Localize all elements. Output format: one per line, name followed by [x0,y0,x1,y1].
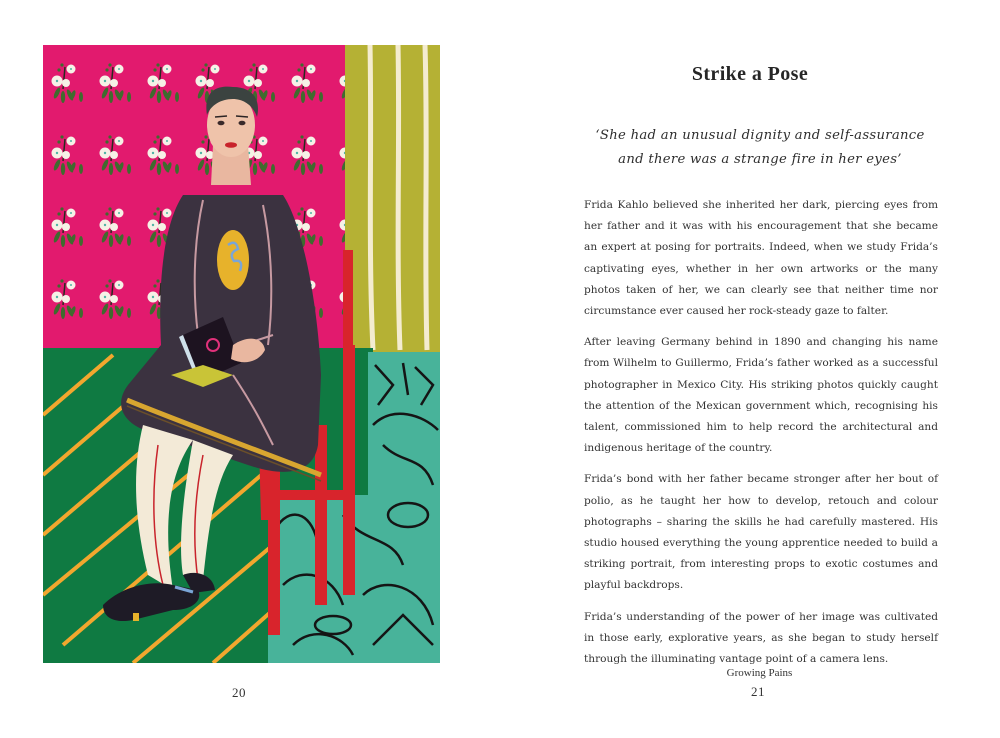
page-number-left: 20 [232,685,246,700]
paragraph-4: Frida’s understanding of the power of her image was cultivated in those early, explorative years, as she began to study herself through the illuminating vantage point of a camera lens. [584,610,938,666]
chapter-title: Strike a Pose [691,63,809,85]
epigraph-quote [560,124,960,172]
epigraph-line-1: ‘She had an unusual dignity and self-assurance [595,128,925,143]
frida-portrait-illustration [43,45,440,663]
body-text [584,195,938,680]
paragraph-1: Frida Kahlo believed she inherited her dark, piercing eyes from her father and it was with his encouragement that she became an expert at posing for portraits. Indeed, when we study Frida’s captivating eyes, whether in her own artworks or the many photos taken of her, we can clearly see that neither time nor circumstance ever caused her rock-steady gaze to falter. [584,199,938,318]
paragraph-3: Frida’s bond with her father became stronger after her bout of polio, as he taught her how to develop, retouch and colour photographs – sharing the skills he had carefully mastered. His studio housed everything the young apprentice needed to build a striking portrait, from interesting props to exotic costumes and playful backdrops. [584,473,938,592]
epigraph-line-2: and there was a strange fire in her eyes’ [618,152,902,167]
page-number-right: 21 [751,684,765,699]
paragraph-2: After leaving Germany behind in 1890 and changing his name from Wilhelm to Guillermo, Frida’s father worked as a successful photographer in Mexico City. His striking photos quickly caught the attention of the Mexican government which, recognising his talent, commissioned him to help record the architectural and indigenous heritage of the country. [584,336,938,455]
right-page [500,0,1000,738]
running-head: Growing Pains [726,667,793,679]
